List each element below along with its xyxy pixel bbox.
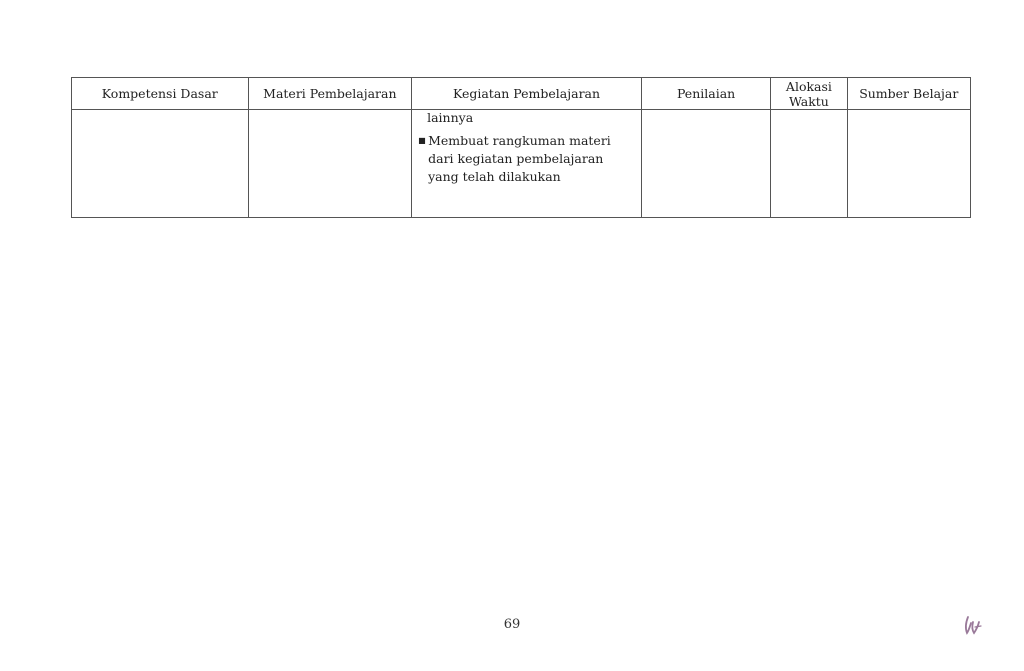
header-kompetensi-dasar: Kompetensi Dasar (72, 78, 249, 110)
cell-kegiatan-pembelajaran (412, 110, 642, 218)
cell-alokasi-waktu (771, 110, 847, 218)
cell-penilaian (641, 110, 770, 218)
cell-sumber-belajar (847, 110, 970, 218)
header-kegiatan-pembelajaran: Kegiatan Pembelajaran (412, 78, 642, 110)
cell-materi-pembelajaran (248, 110, 412, 218)
syllabus-table (71, 77, 971, 218)
table-row (72, 110, 971, 218)
header-alokasi-line1: Alokasi (785, 78, 832, 94)
activity-bullet-text: Membuat rangkuman materi dari kegiatan pembelajaran yang telah dilakukan (428, 133, 611, 184)
table-header-row (72, 78, 971, 110)
header-sumber-belajar: Sumber Belajar (847, 78, 970, 110)
header-materi-pembelajaran: Materi Pembelajaran (248, 78, 412, 110)
cell-kompetensi-dasar (72, 110, 249, 218)
header-penilaian: Penilaian (641, 78, 770, 110)
header-alokasi-waktu (771, 78, 847, 110)
activity-bullet-item (418, 132, 635, 186)
square-bullet-icon: ■ (418, 136, 426, 145)
activity-continuation-text: lainnya (427, 110, 474, 125)
publisher-logo-icon (962, 614, 984, 636)
page-number: 69 (503, 617, 521, 632)
header-alokasi-line2: Waktu (788, 93, 829, 109)
